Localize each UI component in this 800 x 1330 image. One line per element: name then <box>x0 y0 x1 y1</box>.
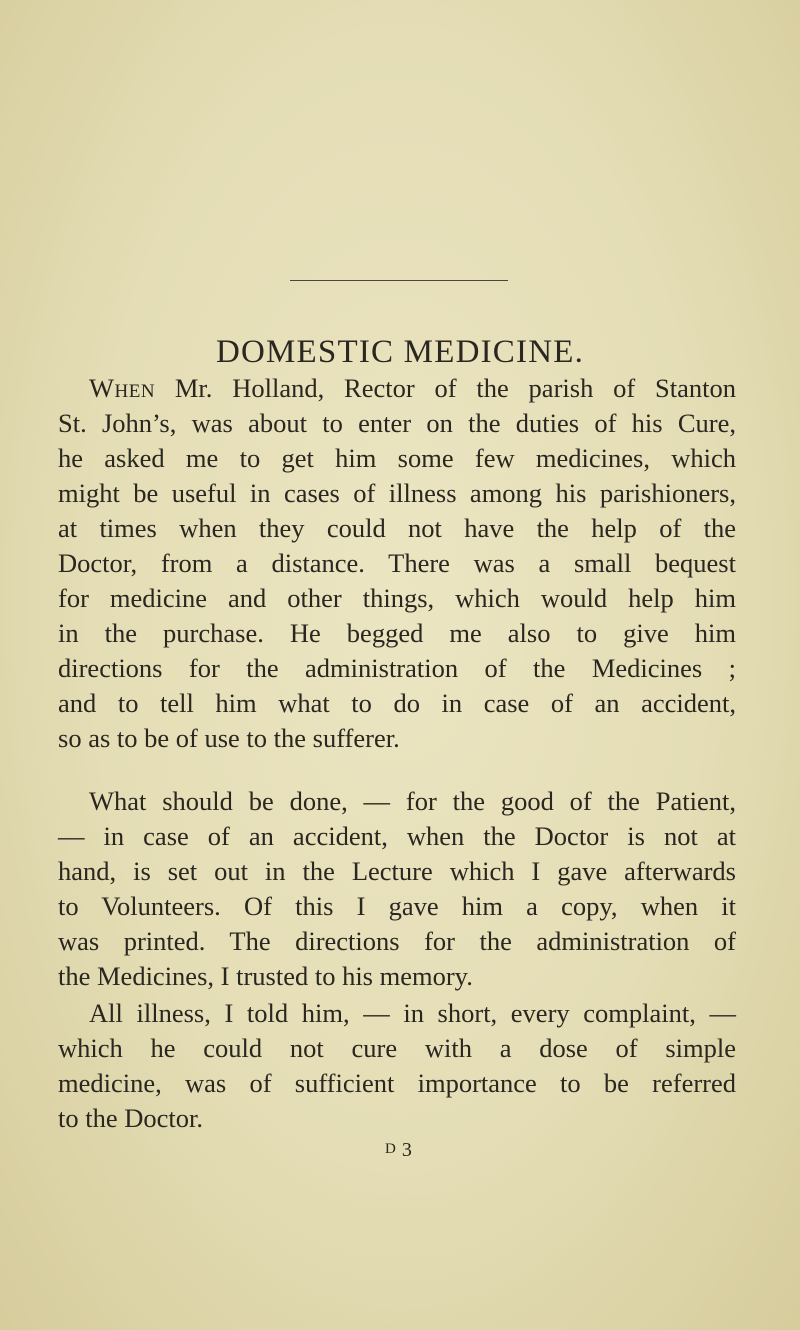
paragraph-2-line-4: to Volunteers. Of this I gave him a copy, when it <box>58 891 736 921</box>
paragraph-2-line-3: hand, is set out in the Lecture which I gave afterwards <box>58 856 736 886</box>
paragraph-2-line-5: was printed. The directions for the administration of <box>58 926 736 956</box>
top-rule <box>290 280 508 281</box>
paragraph-1-line-11: so as to be of use to the sufferer. <box>58 723 400 753</box>
signature-letter: D <box>385 1141 396 1157</box>
paragraph-2-line-2: — in case of an accident, when the Doctor is not at <box>58 821 736 851</box>
paragraph-1-line-2: St. John’s, was about to enter on the duties of his Cure, <box>58 408 736 438</box>
paragraph-1-line-1-text: Mr. Holland, Rector of the parish of Stanton <box>155 373 736 403</box>
paragraph-3-line-2: which he could not cure with a dose of simple <box>58 1033 736 1063</box>
paragraph-3-line-3: medicine, was of sufficient importance to be referred <box>58 1068 736 1098</box>
signature-mark <box>385 1140 412 1160</box>
paragraph-1-line-3: he asked me to get him some few medicines, which <box>58 443 736 473</box>
paragraph-3-line-4: to the Doctor. <box>58 1103 203 1133</box>
page-title: DOMESTIC MEDICINE. <box>215 334 585 370</box>
paragraph-2-line-6: the Medicines, I trusted to his memory. <box>58 961 473 991</box>
paragraph-1-line-9: directions for the administration of the Medicines ; <box>58 653 736 683</box>
opening-small-caps-word: When <box>89 373 156 403</box>
paragraph-1-line-8: in the purchase. He begged me also to give him <box>58 618 736 648</box>
paragraph-1-line-5: at times when they could not have the help of the <box>58 513 736 543</box>
signature-number: 3 <box>401 1139 412 1161</box>
paragraph-3-line-1: All illness, I told him, — in short, every complaint, — <box>89 998 736 1028</box>
paragraph-1-line-1 <box>89 375 736 402</box>
paragraph-1-line-7: for medicine and other things, which would help him <box>58 583 736 613</box>
paragraph-1-line-10: and to tell him what to do in case of an accident, <box>58 688 736 718</box>
paragraph-1-line-4: might be useful in cases of illness among his parishioners, <box>58 478 736 508</box>
paragraph-1-line-6: Doctor, from a distance. There was a small bequest <box>58 548 736 578</box>
paragraph-2-line-1: What should be done, — for the good of the Patient, <box>89 786 736 816</box>
